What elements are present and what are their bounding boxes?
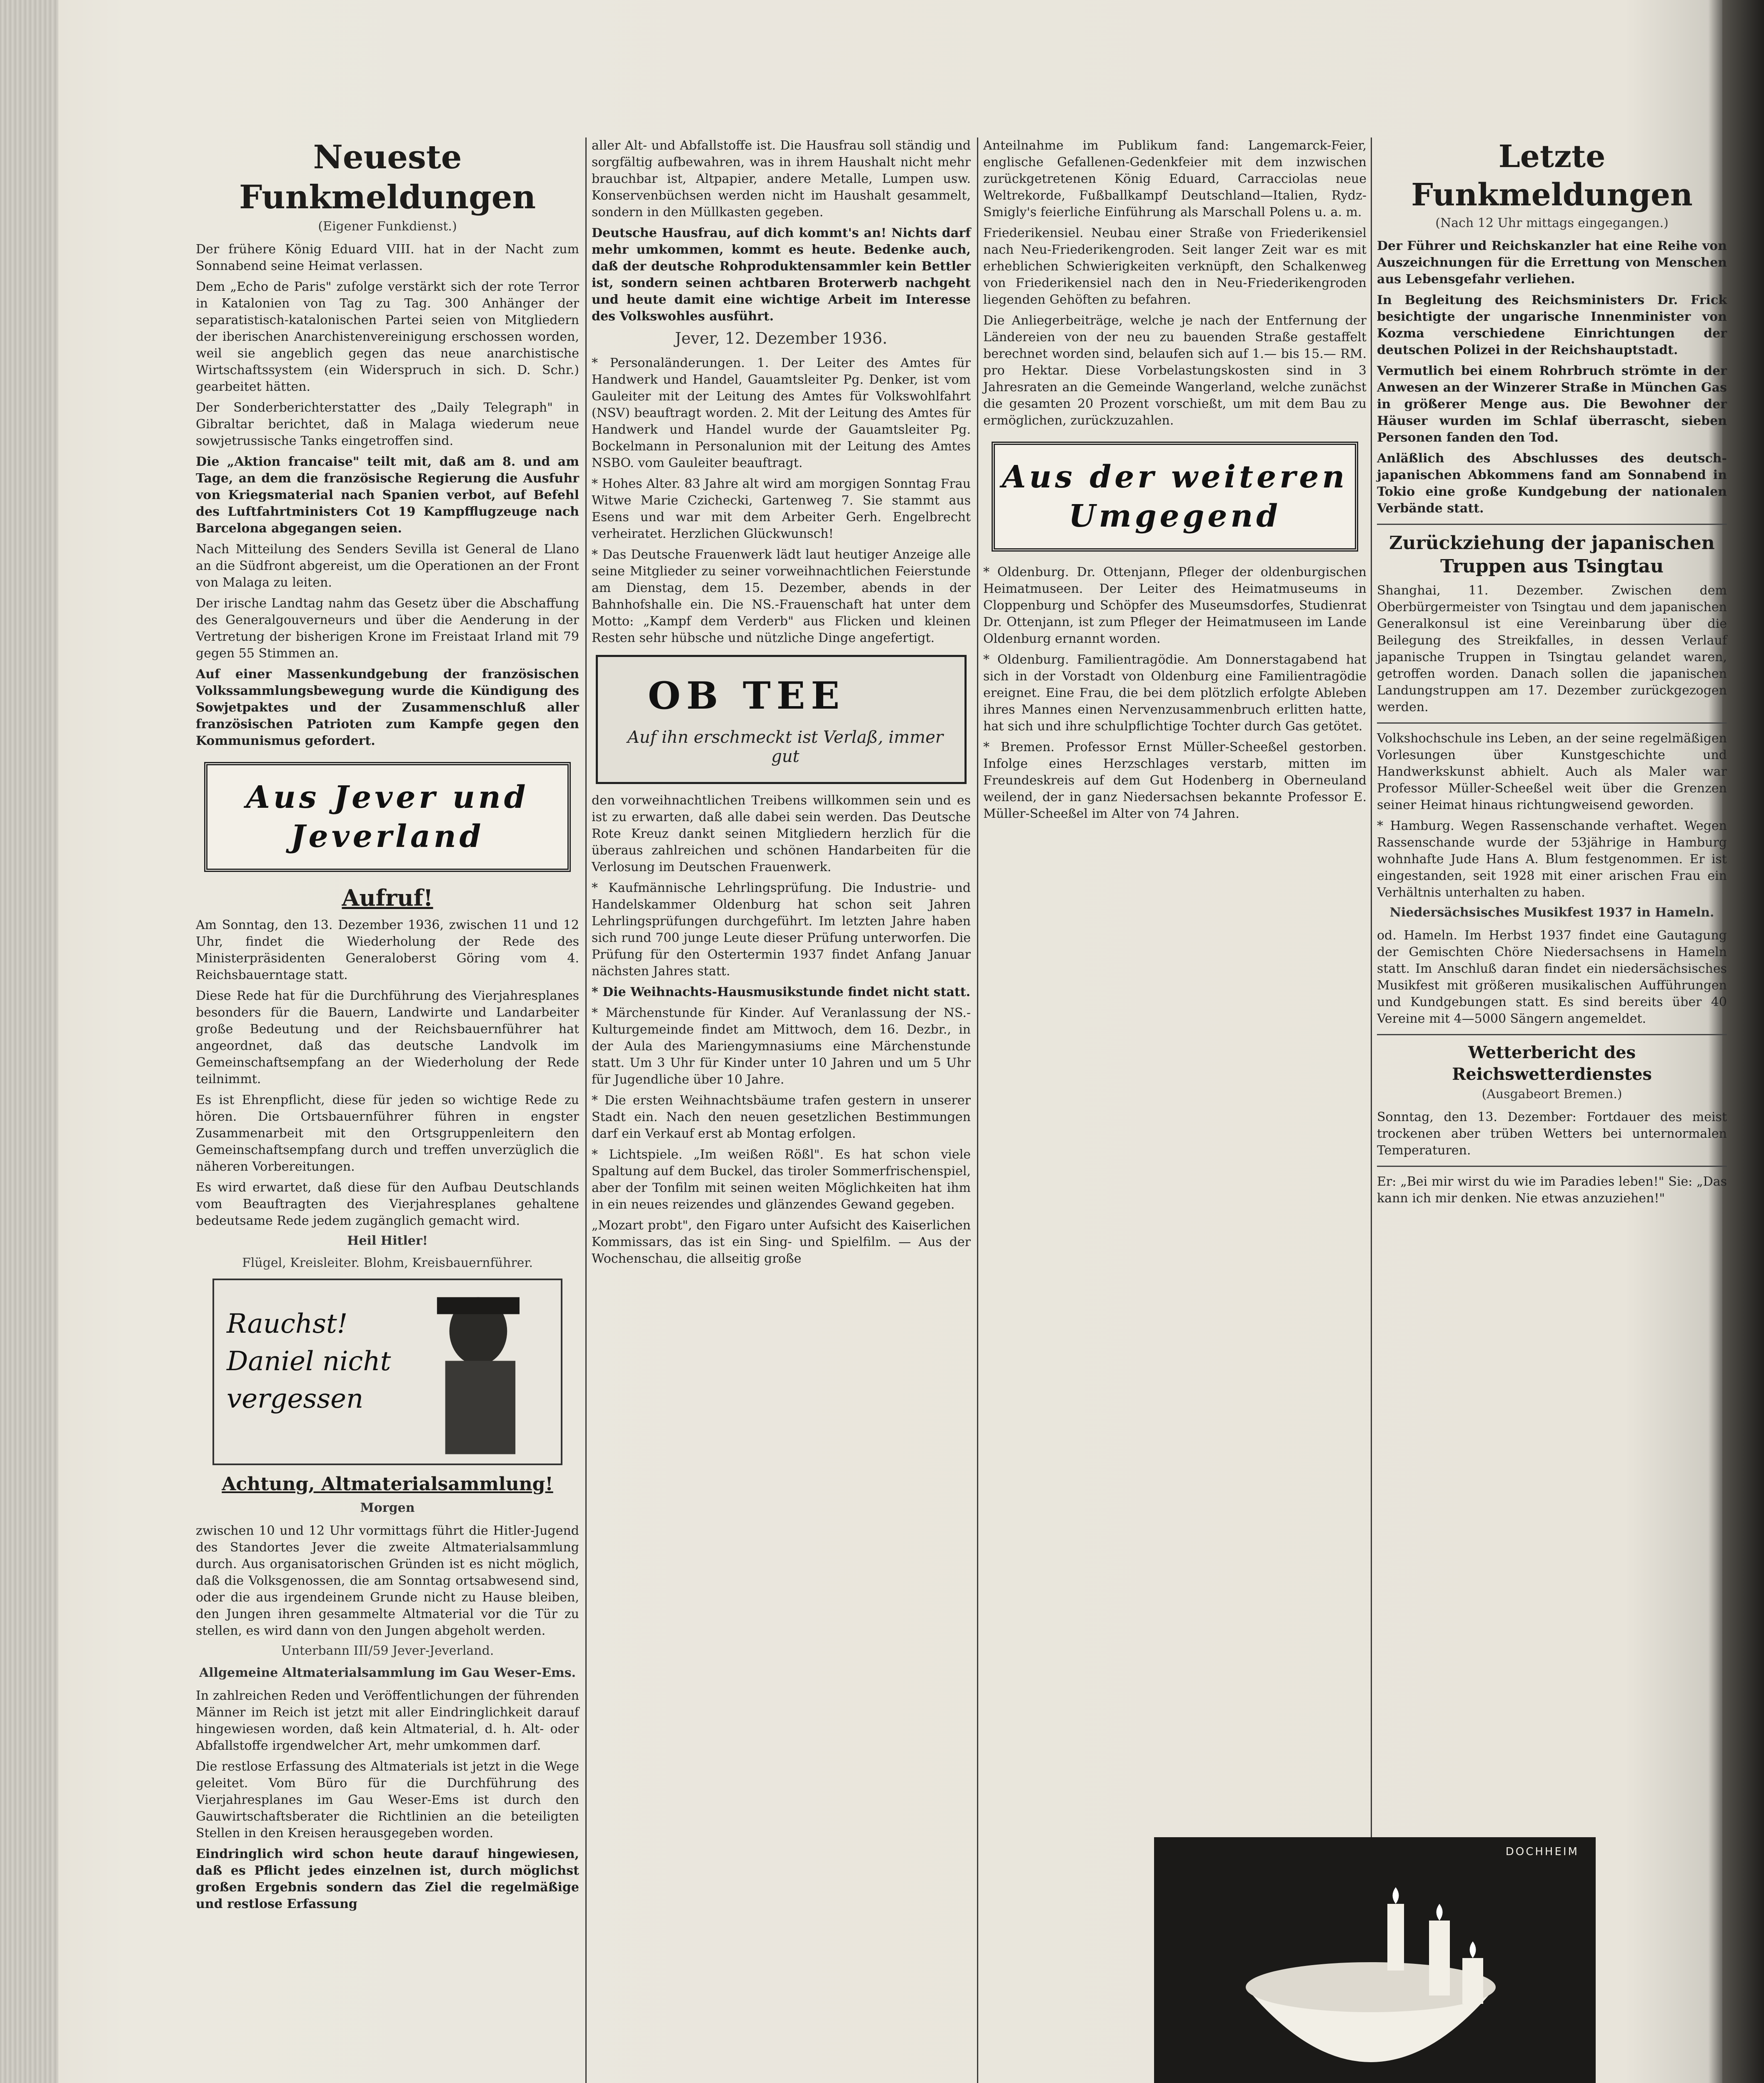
- tsingtau-headline: Zurückziehung der japanischen Truppen aus Tsingtau: [1389, 532, 1715, 577]
- binding-edge: [0, 0, 58, 2083]
- aufruf-text: Diese Rede hat für die Durchführung des Vierjahresplanes besonders für die Bauern, Landwirte und Landarbeiter große Bedeutung und der Reichsbauernführer hat angeordnet, daß das deutsche Landvolk im Gemeinschaftsempfang an der Wiederholung der Rede teilnimmt.: [196, 989, 579, 1086]
- pot-and-candles-illustration: [1212, 1879, 1529, 2083]
- news-item: Dem „Echo de Paris" zufolge verstärkt sich der rote Terror in Katalonien von Tag zu Tag. 300 Anhänger der separatistisch-katalonischen Partei seien von Mitgliedern der iberischen Anarchistenvereinigung erschossen worden, weil sie angeblich gegen das neue anarchistische Wirtschaftssystem (ein Widerspruch in sich. D. Schr.) gearbeitet hätten.: [196, 280, 579, 394]
- column-4: [1377, 137, 1727, 1211]
- article-text: aller Alt- und Abfallstoffe ist. Die Hausfrau soll ständig und sorgfältig aufbewahren, was in ihrem Haushalt nicht mehr brauchbar ist, Altpapier, andere Metalle, Lumpen usw. Konservenbüchsen werden nicht im Haushalt gesammelt, sondern in den Müllkasten gegeben.: [592, 138, 971, 220]
- local-item: * Hohes Alter. 83 Jahre alt wird am morgigen Sonntag Frau Witwe Marie Czichecki, Gartenweg 7. Sie stammt aus Esens und war mit dem Arbeiter Gerh. Engelbrecht verheiratet. Herzlichen Glückwunsch!: [592, 477, 971, 541]
- divider: [1377, 524, 1727, 525]
- local-item: * Märchenstunde für Kinder. Auf Veranlassung der NS.-Kulturgemeinde findet am Mittwoch, dem 16. Dezbr., in der Aula des Mariengymnasiums eine Märchenstunde statt. Um 3 Uhr für Kinder unter 10 Jahren und um 5 Uhr für Jugendliche über 10 Jahre.: [592, 1006, 971, 1087]
- aufruf-text: Es wird erwartet, daß diese für den Aufbau Deutschlands vom Beauftragten des Vierjahresplanes gehaltene bedeutsame Rede jedem zugänglich gemacht wird.: [196, 1180, 579, 1228]
- tea-ad: [596, 655, 967, 784]
- salutation: Heil Hitler!: [347, 1234, 428, 1248]
- altmaterial-sub: Morgen: [360, 1501, 415, 1515]
- aufruf-text: Am Sonntag, den 13. Dezember 1936, zwischen 11 und 12 Uhr, findet die Wiederholung der Rede des Ministerpräsidenten Generaloberst Göring vom 4. Reichsbauerntage statt.: [196, 918, 579, 982]
- altmaterial-text: In zahlreichen Reden und Veröffentlichungen der führenden Männer im Reich ist jetzt mit aller Eindringlichkeit darauf hingewiesen worden, daß kein Altmaterial, d. h. Alt- oder Abfallstoffe irgendwelcher Art, mehr umkommen darf.: [196, 1688, 579, 1753]
- local-item: * Die Weihnachts-Hausmusikstunde findet nicht statt.: [592, 985, 971, 999]
- column-1: [196, 137, 579, 1917]
- column-rule: [585, 137, 587, 2083]
- column-3: [983, 137, 1367, 827]
- weather-sub: (Ausgabeort Bremen.): [1482, 1087, 1622, 1101]
- divider: [1377, 722, 1727, 724]
- news-item: Die „Aktion francaise" teilt mit, daß am 8. und am Tage, an dem die französische Regierung die Ausfuhr von Kriegsmaterial nach Spanien verbot, auf Befehl des Luftfahrtministers Cot 19 Kampfflugzeuge nach Barcelona abgegangen seien.: [196, 455, 579, 536]
- altmaterial-text: Die restlose Erfassung des Altmaterials ist jetzt in die Wege geleitet. Vom Büro für die Durchführung des Vierjahresplanes im Gau Weser-Ems ist durch den Gauwirtschaftsberater die Richtlinien an die beteiligten Stellen in den Kreisen herausgegeben worden.: [196, 1759, 579, 1841]
- column-rule: [1371, 137, 1372, 2083]
- article-text: Friederikensiel. Neubau einer Straße von Friederikensiel nach Neu-Friederikengroden. Seit langer Zeit war es mit erheblichen Schwierigkeiten verknüpft, den Schalkenweg von Friederikensiel nach den in Neu-Friederikengroden liegenden Gehöften zu befahren.: [983, 226, 1367, 307]
- section-box-umgegend: [992, 442, 1358, 552]
- tsingtau-text: Shanghai, 11. Dezember. Zwischen dem Oberbürgermeister von Tsingtau und dem japanischen Generalkonsul ist eine Vereinbarung über die Beilegung des Streikfalles, in dessen Verlauf japanische Truppen in Tsingtau gelandet waren, getroffen worden. Danach sollen die japanischen Landungstruppen am 17. Dezember zurückgezogen werden.: [1377, 583, 1727, 714]
- aufruf-text: Es ist Ehrenpflicht, diese für jeden so wichtige Rede zu hören. Die Ortsbauernführer führen in engster Zusammenarbeit mit den Ortsgruppenleitern den Gemeinschaftsempfang durch und treffen unverzüglich die näheren Vorbereitungen.: [196, 1093, 579, 1174]
- tea-slogan: Auf ihn erschmeckt ist Verlaß, immer gut: [627, 728, 944, 766]
- article-text: Die Anliegerbeiträge, welche je nach der Entfernung der Ländereien von der neu zu bauenden Straße gestaffelt berechnet worden sind, belaufen sich auf 1.— bis 15.— RM. pro Hektar. Diese Vorbelastungskosten sind in 3 Jahresraten an die Gemeinde Wangerland, welche zunächst die gesamten 20 Prozent vorschießt, um mit dem Bau zu ermöglichen, zurückzuzahlen.: [983, 313, 1367, 428]
- section-title: Aus der weiteren Umgegend: [1002, 459, 1348, 534]
- ad-text: Rauchst! Daniel nicht vergessen: [227, 1309, 391, 1414]
- page-edge-shadow: [1722, 0, 1764, 2083]
- regional-item: * Oldenburg. Dr. Ottenjann, Pfleger der oldenburgischen Heimatmuseen. Der Leiter des Heimatmuseums in Cloppenburg und Schöpfer des Museumsdorfes, Studienrat Dr. Ottenjann, ist zum Pfleger der Heimatmuseen im Lande Oldenburg ernannt worden.: [983, 565, 1367, 646]
- musikfest-headline: Niedersächsisches Musikfest 1937 in Hameln.: [1389, 905, 1714, 920]
- local-item: * Lichtspiele. „Im weißen Rößl". Es hat schon viele Spaltung auf dem Buckel, das tiroler Sommerfrischenspiel, aber der Tonfilm mit seinen weiten Möglichkeiten hat ihm in ein neues reizendes und glänzendes Gewand gegeben.: [592, 1147, 971, 1212]
- headline-subtitle: (Eigener Funkdienst.): [318, 219, 457, 234]
- headline-letzte-funkmeldungen: Letzte Funkmeldungen: [1411, 139, 1693, 213]
- column-rule: [977, 137, 978, 2083]
- news-item: Nach Mitteilung des Senders Sevilla ist General de Llano an die Südfront abgereist, um die Operationen an der Front von Malaga zu leiten.: [196, 542, 579, 590]
- news-item: Vermutlich bei einem Rohrbruch strömte in der Anwesen an der Winzerer Straße in München Gas in größerer Menge aus. Die Bewohner der Häuser wurden im Schlaf überrascht, sieben Personen fanden den Tod.: [1377, 364, 1727, 445]
- cigarette-ad: [212, 1279, 562, 1465]
- regional-item: * Hamburg. Wegen Rassenschande verhaftet. Wegen Rassenschande wurde der 53jährige in Hamburg wohnhafte Jude Hans A. Blum festgenommen. Er ist eingestanden, seit 1928 mit einer arischen Frau ein Verhältnis unterhalten zu haben.: [1377, 819, 1727, 900]
- article-text: Deutsche Hausfrau, auf dich kommt's an! Nichts darf mehr umkommen, kommt es heute. Bedenke auch, daß der deutsche Rohproduktensammler kein Bettler ist, sondern seinen achtbaren Broterwerb nachgeht und heute damit eine wichtige Arbeit im Interesse des Volkswohles ausführt.: [592, 226, 971, 324]
- news-item: Der frühere König Eduard VIII. hat in der Nacht zum Sonnabend seine Heimat verlassen.: [196, 242, 579, 273]
- musikfest-text: od. Hameln. Im Herbst 1937 findet eine Gautagung der Gemischten Chöre Niedersachsens in Hameln statt. Im Anschluß daran findet ein niedersächsisches Musikfest mit größeren musikalischen Aufführungen und Kundgebungen statt. Es sind bereits über 40 Vereine mit 4—5000 Sängern angemeldet.: [1377, 928, 1727, 1026]
- altmaterial-text: Eindringlich wird schon heute darauf hingewiesen, daß es Pflicht jedes einzelnen ist, durch möglichst großen Ergebnis sondern das Ziel die regelmäßige und restlose Erfassung: [196, 1847, 579, 1911]
- article-text: Anteilnahme im Publikum fand: Langemarck-Feier, englische Gefallenen-Gedenkfeier mit dem inzwischen zurückgetretenen König Eduard, Carracciolas neue Weltrekorde, Fußballkampf Deutschland—Italien, Rydz-Smigly's feierliche Einführung als Marschall Polens u. a. m.: [983, 138, 1367, 220]
- column-2: [592, 137, 971, 1271]
- local-item: „Mozart probt", den Figaro unter Aufsicht des Kaiserlichen Kommissars, das ist ein Sing- und Spielfilm. — Aus der Wochenschau, die allseitig große: [592, 1218, 971, 1266]
- news-item: Der Sonderberichterstatter des „Daily Telegraph" in Gibraltar berichtet, daß in Malaga wiederum neue sowjetrussische Tanks eingetroffen sind.: [196, 400, 579, 448]
- altmaterial-title: Achtung, Altmaterialsammlung!: [222, 1474, 553, 1495]
- local-item: * Die ersten Weihnachtsbäume trafen gestern in unserer Stadt ein. Nach den neuen gesetzlichen Bestimmungen darf ein Verkauf erst ab Montag erfolgen.: [592, 1093, 971, 1141]
- joke: Er: „Bei mir wirst du wie im Paradies leben!" Sie: „Das kann ich mir denken. Nie etwas anzuziehen!": [1377, 1174, 1727, 1206]
- regional-item: Volkshochschule ins Leben, an der seine regelmäßigen Vorlesungen über Kunstgeschichte und Handwerkskunst abhielt. Auch als Maler war Professor Müller-Scheeßel weit über die Grenzen seiner Heimat hinaus richtungweisend geworden.: [1377, 731, 1727, 812]
- divider: [1377, 1034, 1727, 1035]
- ad-artist: DOCHHEIM: [1505, 1846, 1579, 1858]
- divider: [1377, 1166, 1727, 1167]
- local-item: * Personaländerungen. 1. Der Leiter des Amtes für Handwerk und Handel, Gauamtsleiter Pg. Denker, ist vom Gauleiter mit der Leitung des Amtes für Volkswohlfahrt (NSV) beauftragt worden. 2. Mit der Leitung des Amtes für Handwerk und Handel wurde der Gauamtsleiter Pg. Bockelmann in Personalunion mit der Leitung des Amtes NSBO. vom Gauleiter beauftragt.: [592, 356, 971, 470]
- regional-item: * Oldenburg. Familientragödie. Am Donnerstagabend hat sich in der Vorstadt von Oldenburg eine Familientragödie ereignet. Eine Frau, die bei dem plötzlich erfolgte Ableben ihres Mannes einen Nervenzusammenbruch erlitten hatte, hat sich und ihre schulpflichtige Tochter durch Gas getötet.: [983, 652, 1367, 734]
- news-item: In Begleitung des Reichsministers Dr. Frick besichtigte der ungarische Innenminister von Kozma verschiedene Einrichtungen der deutschen Polizei in der Reichshauptstadt.: [1377, 293, 1727, 357]
- news-item: Auf einer Massenkundgebung der französischen Volkssammlungsbewegung wurde die Kündigung des Sowjetpaktes und der Zusammenschluß aller französischen Patrioten zum Kampfe gegen den Kommunismus gefordert.: [196, 667, 579, 748]
- aufruf-title: Aufruf!: [342, 884, 433, 911]
- signatories: Flügel, Kreisleiter. Blohm, Kreisbauernführer.: [242, 1256, 533, 1270]
- eintopf-ad: [1154, 1837, 1596, 2083]
- local-item: den vorweihnachtlichen Treibens willkommen sein und es ist zu erwarten, daß alle dabei sein werden. Das Deutsche Rote Kreuz dankt seinen Mitgliedern herzlich für die überaus zahlreichen und schönen Handarbeiten für die Verlosung im Deutschen Frauenwerk.: [592, 793, 971, 874]
- news-item: Anläßlich des Abschlusses des deutsch-japanischen Abkommens fand am Sonnabend in Tokio eine große Kundgebung der nationalen Verbände statt.: [1377, 451, 1727, 516]
- weather-text: Sonntag, den 13. Dezember: Fortdauer des meist trockenen aber trüben Wetters bei unternormalen Temperaturen.: [1377, 1110, 1727, 1158]
- news-item: Der irische Landtag nahm das Gesetz über die Abschaffung des Generalgouverneurs und über die Aenderung in der Vertretung der bisherigen Krone im Freistaat Irland mit 79 gegen 55 Stimmen an.: [196, 596, 579, 661]
- local-item: * Das Deutsche Frauenwerk lädt laut heutiger Anzeige alle seine Mitglieder zu seiner vorweihnachtlichen Feierstunde am Dienstag, dem 15. Dezember, abends in der Bahnhofshalle ein. Die NS.-Frauenschaft hat unter dem Motto: „Kampf dem Verderb" aus Flicken und kleinen Resten sehr hübsche und nützliche Dinge angefertigt.: [592, 547, 971, 645]
- dateline: Jever, 12. Dezember 1936.: [675, 329, 887, 347]
- headline-neueste-funkmeldungen: Neueste Funkmeldungen: [239, 138, 536, 216]
- tea-brand: OB TEE: [648, 674, 845, 718]
- local-item: * Kaufmännische Lehrlingsprüfung. Die Industrie- und Handelskammer Oldenburg hat schon seit Jahren Lehrlingsprüfungen durchgeführt. Im letzten Jahre haben sich rund 700 junge Leute dieser Prüfung unterworfen. Die Prüfung für den Ostertermin 1937 findet Anfang Januar nächsten Jahres statt.: [592, 881, 971, 979]
- altmaterial-headline: Allgemeine Altmaterialsammlung im Gau Weser-Ems.: [199, 1666, 576, 1680]
- altmaterial-text: zwischen 10 und 12 Uhr vormittags führt die Hitler-Jugend des Standortes Jever die zweite Altmaterialsammlung durch. Aus organisatorischen Gründen ist es nicht möglich, daß die Volksgenossen, die am Sonntag ortsabwesend sind, oder die aus irgendeinem Grunde nicht zu Hause bleiben, den Jungen ihren gesammelte Altmaterial vor die Tür zu stellen, es wird dann von den Jungen abgeholt werden.: [196, 1524, 579, 1638]
- section-title: Aus Jever und Jeverland: [246, 779, 529, 854]
- altmaterial-signer: Unterbann III/59 Jever-Jeverland.: [281, 1643, 494, 1658]
- headline-subtitle: (Nach 12 Uhr mittags eingegangen.): [1435, 216, 1669, 230]
- news-item: Der Führer und Reichskanzler hat eine Reihe von Auszeichnungen für die Errettung von Menschen aus Lebensgefahr verliehen.: [1377, 239, 1727, 287]
- weather-headline: Wetterbericht des Reichswetterdienstes: [1452, 1043, 1652, 1084]
- regional-item: * Bremen. Professor Ernst Müller-Scheeßel gestorben. Infolge eines Herzschlages verstarb, mitten im Freundeskreis auf dem Gut Hodenberg in Oberneuland weilend, der in ganz Niedersachsen bekannte Professor E. Müller-Scheeßel im Alter von 74 Jahren.: [983, 740, 1367, 821]
- section-box-jever: [204, 762, 571, 872]
